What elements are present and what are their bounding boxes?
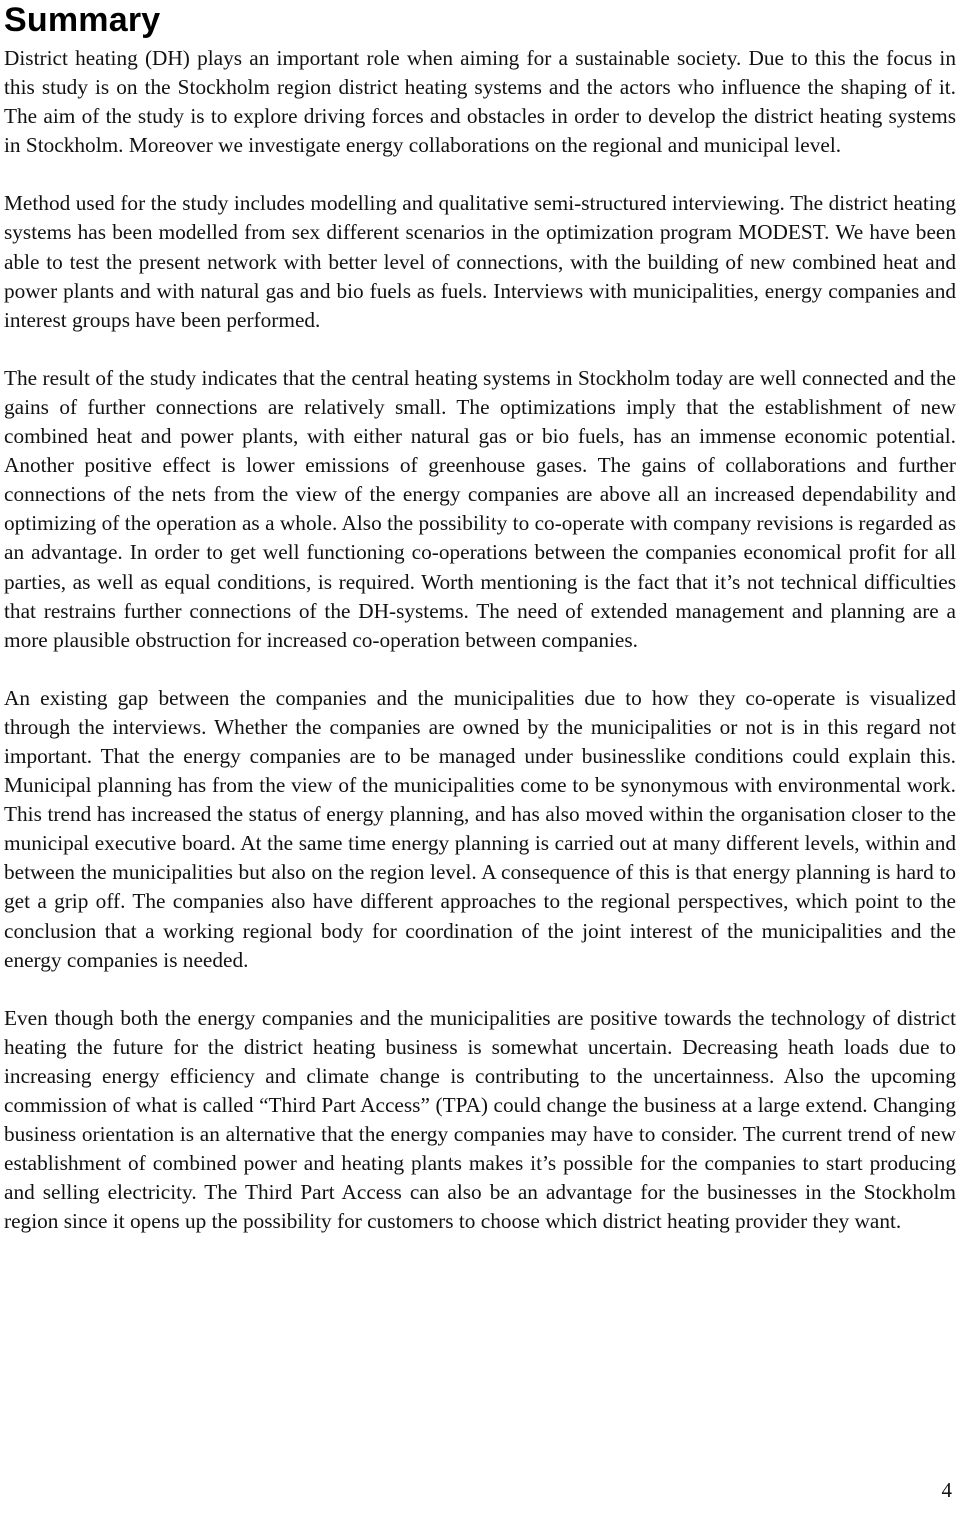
page-number: 4	[941, 1478, 952, 1502]
document-page	[4, 0, 956, 1236]
summary-paragraph-1: District heating (DH) plays an important role when aiming for a sustainable society. Due to this the focus in this study is on the Stockholm region district heating systems and the actors who influence the shaping of it. The aim of the study is to explore driving forces and obstacles in order to develop the district heating systems in Stockholm. Moreover we investigate energy collaborations on the regional and municipal level.	[4, 46, 956, 158]
summary-paragraph-3: The result of the study indicates that the central heating systems in Stockholm today are well connected and the gains of further connections are relatively small. The optimizations imply that the establishment of new combined heat and power plants, with either natural gas or bio fuels, has an immense economic potential. Another positive effect is lower emissions of greenhouse gases. The gains of collaborations and further connections of the nets from the view of the energy companies are above all an increased dependability and optimizing of the operation as a whole. Also the possibility to co-operate with company revisions is regarded as an advantage. In order to get well functioning co-operations between the companies economical profit for all parties, as well as equal conditions, is required. Worth mentioning is the fact that it’s not technical difficulties that restrains further connections of the DH-systems. The need of extended management and planning are a more plausible obstruction for increased co-operation between companies.	[4, 365, 956, 652]
summary-paragraph-2: Method used for the study includes modelling and qualitative semi-structured interviewing. The district heating systems has been modelled from sex different scenarios in the optimization program MODEST. We have been able to test the present network with better level of connections, with the building of new combined heat and power plants and with natural gas and bio fuels as fuels. Interviews with municipalities, energy companies and interest groups have been performed.	[4, 191, 956, 332]
summary-paragraph-4: An existing gap between the companies and the municipalities due to how they co-operate is visualized through the interviews. Whether the companies are owned by the municipalities or not is in this regard not important. That the energy companies are to be managed under businesslike conditions could explain this. Municipal planning has from the view of the municipalities come to be synonymous with environmental work. This trend has increased the status of energy planning, and has also moved within the organisation closer to the municipal executive board. At the same time energy planning is carried out at many different levels, within and between the municipalities but also on the region level. A consequence of this is that energy planning is hard to get a grip off. The companies also have different approaches to the regional perspectives, which point to the conclusion that a working regional body for coordination of the joint interest of the municipalities and the energy companies is needed.	[4, 685, 956, 972]
page-title: Summary	[4, 1, 161, 39]
summary-paragraph-5: Even though both the energy companies and the municipalities are positive towards the technology of district heating the future for the district heating business is somewhat uncertain. Decreasing heath loads due to increasing energy efficiency and climate change is contributing to the uncertainness. Also the upcoming commission of what is called “Third Part Access” (TPA) could change the business at a large extend. Changing business orientation is an alternative that the energy companies may have to consider. The current trend of new establishment of combined power and heating plants makes it’s possible for the companies to start producing and selling electricity. The Third Part Access can also be an advantage for the businesses in the Stockholm region since it opens up the possibility for customers to choose which district heating provider they want.	[4, 1005, 956, 1234]
